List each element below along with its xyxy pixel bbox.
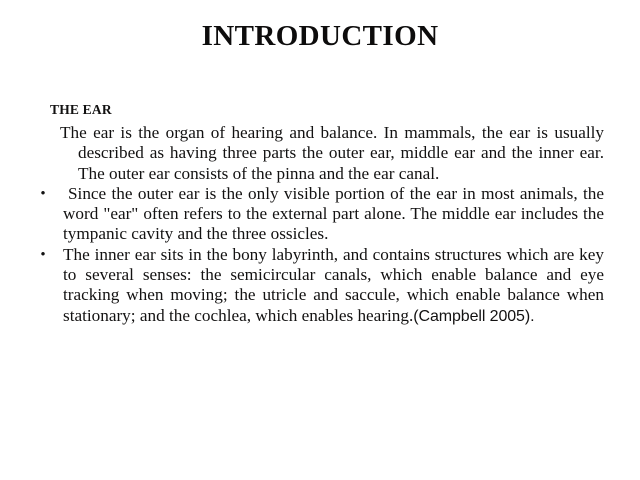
section-heading: THE EAR: [50, 102, 112, 117]
list-item: [30, 245, 610, 327]
list-item: [30, 184, 610, 245]
list-item-text: Since the outer ear is the only visible portion of the ear in most animals, the word "ear" often refers to the external part alone. The middle ear includes the tympanic cavity and the three ossicles.: [63, 183, 604, 244]
bullet-point-icon: •: [40, 246, 46, 263]
bullet-list: [30, 184, 610, 327]
bullet-point-icon: •: [40, 185, 46, 202]
citation-reference: (Campbell 2005).: [413, 307, 535, 325]
page-title: INTRODUCTION: [201, 20, 439, 52]
list-item-text: The inner ear sits in the bony labyrinth, and contains structures which are key to several senses: the semicircular canals, which enable balance and eye tracking when moving; the utricle and saccule, which enable balance when stationary; and the cochlea, which enables hearing.: [63, 244, 604, 325]
lead-paragraph: The ear is the organ of hearing and balance. In mammals, the ear is usually described as having three parts the outer ear, middle ear and the inner ear. The outer ear consists of the pinna and the ear canal.: [60, 123, 604, 183]
slide-body: [30, 100, 610, 327]
